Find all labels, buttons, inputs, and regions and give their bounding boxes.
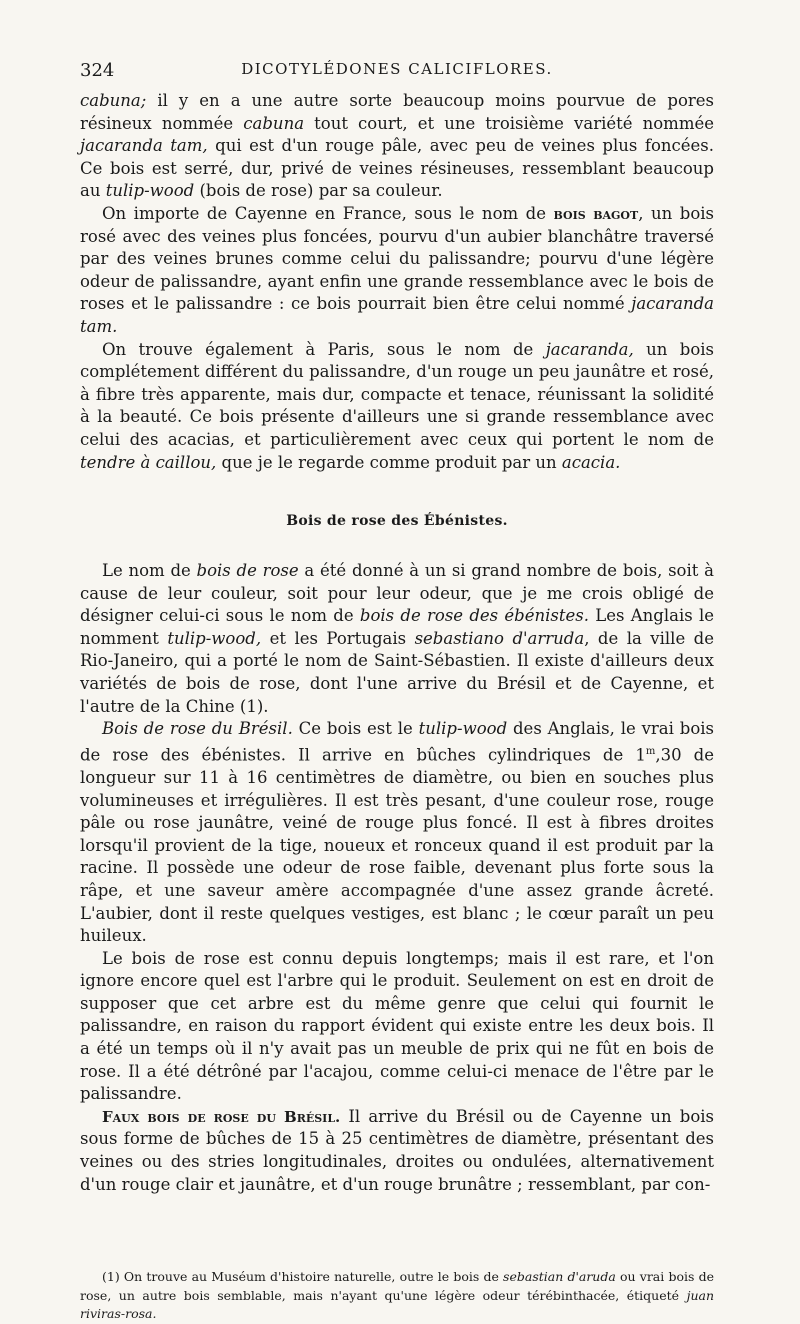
page-header	[80, 60, 714, 84]
book-page	[80, 60, 714, 1324]
section-title: Bois de rose des Ébénistes.	[286, 513, 508, 530]
footnote: (1) On trouve au Muséum d'histoire naturelle, outre le bois de sebastian d'aruda ou vrai bois de rose, un autre bois semblable, mais n'ayant qu'une légère odeur térébinthacée, étiqueté juan riviras-rosa.	[80, 1269, 714, 1322]
paragraph-bois-bagot: On importe de Cayenne en France, sous le nom de bois bagot, un bois rosé avec des veines plus foncées, pourvu d'un aubier blanchâtre traversé par des veines brunes comme celui du palissandre; pourvu d'une légère odeur de palissandre, ayant enfin une grande ressemblance avec le bois de roses et le palissandre : ce bois pourrait bien être celui nommé jacaranda tam.	[80, 203, 714, 336]
paragraph-history: Le bois de rose est connu depuis longtemps; mais il est rare, et l'on ignore encore quel est l'arbre qui le produit. Seulement on est en droit de supposer que cet arbre est du même genre que celui qui fournit le palissandre, en raison du rapport évident qui existe entre les deux bois. Il a été un temps où il n'y avait pas un meuble de prix qui ne fût en bois de rose. Il a été détrôné par l'acajou, comme celui-ci menace de l'être par le palissandre.	[80, 948, 714, 1104]
paragraph-faux-bois: Faux bois de rose du Brésil. Il arrive du Brésil ou de Cayenne un bois sous forme de bûches de 15 à 25 centimètres de diamètre, présentant des veines ou des stries longitudinales, droites ou ondulées, alternativement d'un rouge clair et jaunâtre, et d'un rouge brunâtre ; ressemblant, par con-	[80, 1106, 715, 1194]
page-number: 324	[80, 60, 115, 81]
paragraph-cabuna: cabuna; il y en a une autre sorte beaucoup moins pourvue de pores résineux nommée cabuna tout court, et une troisième variété nommée jacaranda tam, qui est d'un rouge pâle, avec peu de veines plus foncées. Ce bois est serré, dur, privé de veines résineuses, ressemblant beaucoup au tulip-wood (bois de rose) par sa couleur.	[80, 91, 715, 201]
paragraph-jacaranda: On trouve également à Paris, sous le nom de jacaranda, un bois complétement différent du palissandre, d'un rouge un peu jaunâtre et rosé, à fibre très apparente, mais dur, compacte et tenace, réunissant la solidité à la beauté. Ce bois présente d'ailleurs une si grande ressemblance avec celui des acacias, et particulièrement avec ceux qui portent le nom de tendre à caillou, que je le regarde comme produit par un acacia.	[80, 339, 714, 472]
running-title: DICOTYLÉDONES CALICIFLORES.	[241, 60, 553, 78]
paragraph-bois-de-rose-bresil: Bois de rose du Brésil. Ce bois est le tulip-wood des Anglais, le vrai bois de rose des ébénistes. Il arrive en bûches cylindriques de 1$^m$,30 de longueur sur 11 à 16 centimètres de diamètre, ou bien en souches plus volumineuses et irrégulières. Il est très pesant, d'une couleur rose, rouge pâle ou rose jaunâtre, veiné de rouge plus foncé. Il est à fibres droites lorsqu'il provient de la tige, noueux et ronceux quand il est produit par la racine. Il possède une odeur de rose faible, devenant plus forte sous la râpe, et une saveur amère accompagnée d'une assez grande âcreté. L'aubier, dont il reste quelques vestiges, est blanc ; le cœur paraît un peu huileux.	[80, 719, 714, 946]
paragraph-bois-de-rose-intro: Le nom de bois de rose a été donné à un si grand nombre de bois, soit à cause de leur couleur, soit pour leur odeur, que je me crois obligé de désigner celui-ci sous le nom de bois de rose des ébénistes. Les Anglais le nomment tulip-wood, et les Portugais sebastiano d'arruda, de la ville de Rio-Janeiro, qui a porté le nom de Saint-Sébastien. Il existe d'ailleurs deux variétés de bois de rose, dont l'une arrive du Brésil et de Cayenne, et l'autre de la Chine (1).	[80, 561, 715, 716]
